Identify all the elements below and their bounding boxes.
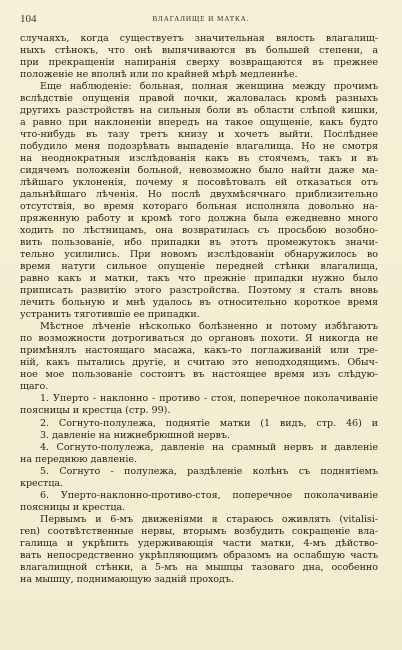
text-line: дальнѣйшаго лѣченія. Но послѣ двухмѣсячнаго приблизительно [20,189,378,201]
text-line: ren) соотвѣтственные нервы, вторымъ возбудить сокращеніе вла- [20,525,378,537]
text-line: равно какъ и матки, такъ что прежніе припадки нужно было [20,273,378,285]
text-line: лѣйшаго уклоненія, почему я посовѣтовалъ ей отказаться отъ [20,177,378,189]
text-line: 6. Уперто-наклонно-противо-стоя, поперечное поколачиваніе [40,489,378,501]
text-line: примѣнялъ настоящаго масажа, какъ-то поглаживаній или тре- [20,345,378,357]
text-line: крестца. [20,477,64,489]
page-header [20,13,382,27]
text-line: случаяхъ, когда существуетъ значительная вялость влагалищ- [20,33,378,44]
text-line: на переднюю давленіе. [20,453,138,465]
text-line: вать непосредственно укрѣпляющимъ образомъ на ослабшую часть [20,549,378,561]
text-line: щаго. [20,381,49,393]
text-line: тельно усилились. При новомъ изслѣдованіи обнаружилось во [20,249,378,261]
text-line: на мышцу, поднимающую задній проходъ. [20,573,234,585]
text-line: ныхъ стѣнокъ, что онѣ выпячиваются въ большей степени, а [20,45,378,57]
text-line: сидячемъ положеніи больной, невозможно было найти даже ма- [20,165,378,177]
text-line: вить пользованіе, ибо припадки въ этотъ промежутокъ значи- [20,237,378,249]
text-line: 3. давленіе на нижнебрюшной нервъ. [40,429,230,441]
text-line: время натуги сильное опущеніе передней стѣнки влагалища, [20,261,378,273]
text-line: лечить больную и мнѣ удалось въ относительно короткое время [20,297,378,309]
text-line: пряженную работу и кромѣ того должна была ежедневно много [20,213,378,225]
text-line: а равно при наклоненіи впередъ на такое ощущеніе, какъ будто [20,117,378,129]
text-line: поясницы и крестца (стр. 99). [20,405,171,417]
text-line: 5. Согнуто - полулежа, раздѣленіе колѣнъ съ поднятіемъ [40,465,378,477]
text-line: при прекращеніи напиранія сверху возвращаются въ прежнее [20,57,378,69]
text-line: галища и укрѣпить удерживающія части матки, 4-мъ дѣйство- [20,537,378,549]
running-title: ВЛАГАЛИЩЕ И МАТКА. [152,15,250,23]
text-line: устранить тяготившіе ее припадки. [20,309,200,321]
body-text [20,33,378,586]
text-line: ное мое пользованіе состоитъ въ настоящее время изъ слѣдую- [20,369,378,381]
text-line: на неоднократныя изслѣдованія какъ въ стоячемъ, такъ и въ [20,153,378,165]
text-line: другихъ разстройствъ на сильныя боли въ области слѣпой кишки, [20,105,378,117]
text-line: положеніе не вполнѣ или по крайней мѣрѣ медленнѣе. [20,69,298,81]
text-line: ходить по лѣстницамъ, она возвратилась съ просьбою возобно- [20,225,378,237]
text-line: Еще наблюденіе: больная, полная женщина между прочимъ [40,81,378,93]
text-line: Мѣстное лѣченіе нѣсколько болѣзненно и потому избѣгаютъ [40,321,378,333]
text-line: вслѣдствіе опущенія правой почки, жаловалась кромѣ разныхъ [20,93,378,105]
text-line: что-нибудь въ тазу третъ книзу и хочетъ выйти. Послѣднее [20,129,378,141]
text-line: поясницы и крестца. [20,501,126,513]
text-line: отсутствія, во время котораго больная исполняла довольно на- [20,201,378,213]
text-line: приписать развитію этого разстройства. Поэтому я сталъ вновь [20,285,378,297]
text-line: ній, какъ пытались другіе, и считаю это неподходящимъ. Обыч- [20,357,378,369]
text-line: влагалищной стѣнки, а 5-мъ на мышцы тазоваго дна, особенно [20,561,378,573]
text-line: 2. Согнуто-полулежа, поднятіе матки (1 видъ, стр. 46) и [40,417,378,429]
text-line: 4. Согнуто-полулежа, давленіе на срамный нервъ и давленіе [40,441,378,453]
page-number: 104 [20,13,37,25]
text-line: побудило меня подозрѣвать выпаденіе влагалища. Но не смотря [20,141,378,153]
text-line: 1. Уперто - наклонно - противо - стоя, поперечное поколачиваніе [40,393,378,405]
text-line: по возможности дотрогиваться до органовъ похоти. Я никогда не [20,333,378,345]
text-line: Первымъ и 6-мъ движеніями я стараюсь оживлять (vitalisi- [40,513,378,525]
